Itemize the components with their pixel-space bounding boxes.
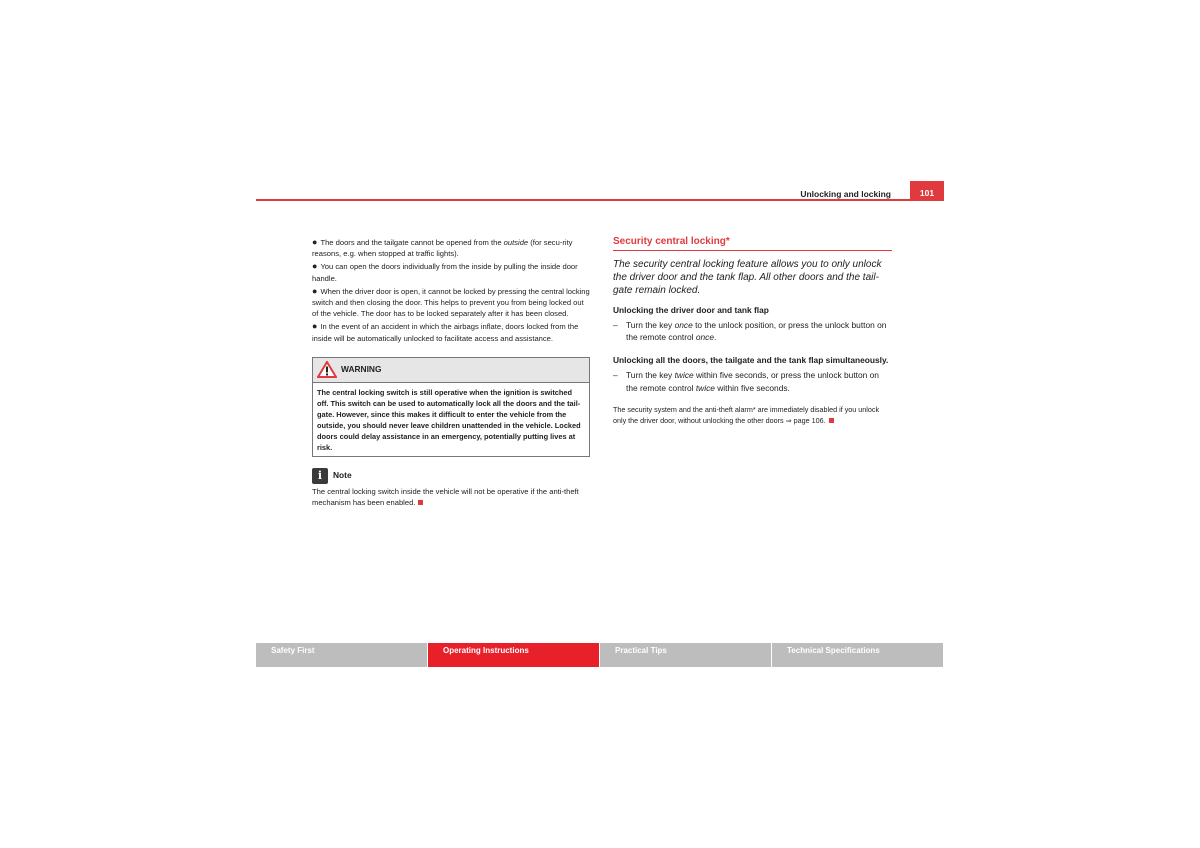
footer-tabs: [256, 643, 944, 667]
step-item: – Turn the key once to the unlock position, or press the unlock button on the remote control once.: [613, 319, 887, 343]
warning-text: The central locking switch is still operative when the ignition is switched off. This switch can be used to automatically lock all the doors and the tail-gate. However, since this makes it difficult to enter the vehicle from the outside, you should never leave children unattended in the vehicle. Locked doors could delay assistance in an emergency, potentially putting lives at risk.: [317, 387, 581, 452]
section-title: Security central locking*: [613, 236, 892, 251]
section-intro: The security central locking feature allows you to only unlock the driver door and the tank flap. All other doors and the tail-gate remain locked.: [613, 258, 882, 297]
bullet-item: ● You can open the doors individually from the inside by pulling the inside door handle.: [312, 261, 578, 283]
page-number: 101: [910, 181, 944, 201]
footnote-text: The security system and the anti-theft alarm* are immediately disabled if you unlock only the driver door, without unlocking the other doors ⇒ page 106.: [613, 405, 880, 426]
warning-box: [312, 357, 590, 457]
tab-safety-first[interactable]: Safety First: [256, 643, 427, 667]
bullet-item: ● When the driver door is open, it cannot be locked by pressing the central locking switch and then closing the door. This helps to prevent you from being locked out of the vehicle. The door has to be locked separately after it has been closed.: [312, 285, 590, 319]
bullet-icon: ●: [312, 285, 318, 296]
warning-triangle-icon: [317, 361, 337, 378]
bullet-icon: ●: [312, 321, 318, 332]
warning-title: WARNING: [341, 364, 382, 375]
note-section: [312, 468, 590, 508]
step-item: – Turn the key twice within five seconds, or press the unlock button on the remote control twice within five seconds.: [613, 370, 879, 393]
tab-technical-specifications[interactable]: Technical Specifications: [772, 643, 943, 667]
tab-operating-instructions[interactable]: Operating Instructions: [428, 643, 599, 667]
bullet-item: ● In the event of an accident in which the airbags inflate, doors locked from the inside will be automatically unlocked to facilitate access and assistance.: [312, 321, 579, 343]
left-column: [312, 237, 590, 508]
subheading-driver-door: Unlocking the driver door and tank flap: [613, 304, 769, 315]
info-icon: i: [312, 468, 328, 484]
note-title: Note: [333, 470, 352, 481]
bullet-icon: ●: [312, 261, 318, 272]
header-divider: [256, 199, 944, 201]
end-marker-icon: [829, 418, 834, 423]
subheading-all-doors: Unlocking all the doors, the tailgate and the tank flap simultaneously.: [613, 355, 889, 365]
warning-header: [313, 358, 589, 383]
note-text: The central locking switch inside the vehicle will not be operative if the anti-theft mechanism has been enabled.: [312, 486, 579, 508]
page-header-title: Unlocking and locking: [800, 189, 891, 199]
bullet-icon: ●: [312, 237, 318, 247]
right-column: [613, 236, 892, 426]
end-marker-icon: [418, 500, 423, 505]
bullet-item: ● The doors and the tailgate cannot be opened from the outside (for secu-rity reasons, e.g. when stopped at traffic lights).: [312, 237, 573, 259]
note-header: [312, 468, 590, 484]
tab-practical-tips[interactable]: Practical Tips: [600, 643, 771, 667]
